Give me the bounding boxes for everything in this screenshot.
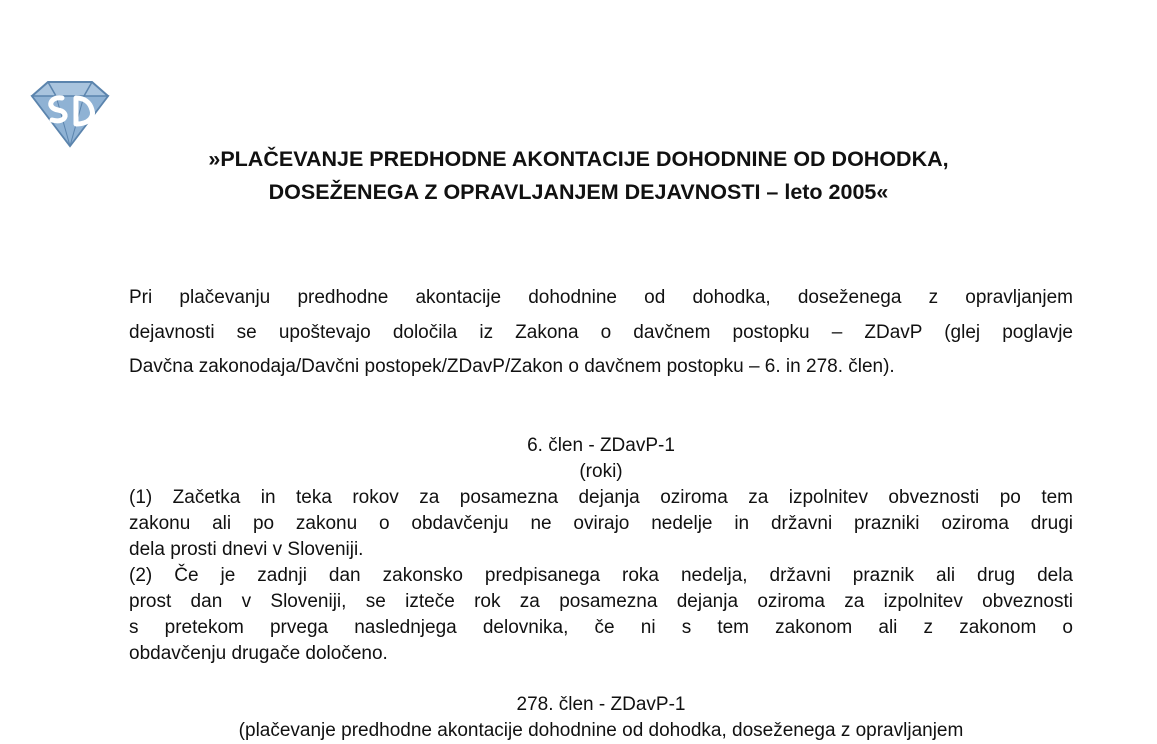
- diamond-logo-icon: [28, 78, 112, 150]
- sd-logo: [28, 78, 112, 150]
- intro-line: Pri plačevanju predhodne akontacije dohodnine od dohodka, doseženega z opravljanjem: [129, 287, 1073, 308]
- paragraph-line: dela prosti dnevi v Sloveniji.: [129, 539, 364, 560]
- article-6-paragraph-1: [129, 485, 1073, 563]
- title-line-2: DOSEŽENEGA Z OPRAVLJANJEM DEJAVNOSTI – leto 2005«: [268, 180, 889, 204]
- article-6-subheading: (roki): [579, 461, 623, 482]
- paragraph-line: s pretekom prvega naslednjega delovnika, če ni s tem zakonom ali z zakonom o: [129, 617, 1073, 638]
- article-6-paragraph-2: [129, 563, 1073, 667]
- article-278: [129, 692, 1073, 744]
- paragraph-line: prost dan v Sloveniji, se izteče rok za posamezna dejanja oziroma za izpolnitev obveznosti: [129, 591, 1073, 612]
- paragraph-line: obdavčenju drugače določeno.: [129, 643, 388, 664]
- article-278-subheading: (plačevanje predhodne akontacije dohodnine od dohodka, doseženega z opravljanjem: [238, 720, 964, 741]
- article-6-heading: 6. člen - ZDavP-1: [527, 435, 675, 456]
- paragraph-line: (2) Če je zadnji dan zakonsko predpisanega roka nedelja, državni praznik ali drug dela: [129, 565, 1073, 586]
- paragraph-line: zakonu ali po zakonu o obdavčenju ne ovirajo nedelje in državni prazniki oziroma drugi: [129, 513, 1073, 534]
- article-6: [129, 433, 1073, 667]
- intro-line: Davčna zakonodaja/Davčni postopek/ZDavP/Zakon o davčnem postopku – 6. in 278. člen).: [129, 356, 895, 377]
- article-278-heading: 278. člen - ZDavP-1: [516, 694, 686, 715]
- intro-paragraph: [129, 281, 1073, 385]
- document-title: [0, 143, 1157, 209]
- intro-line: dejavnosti se upoštevajo določila iz Zakona o davčnem postopku – ZDavP (glej poglavje: [129, 321, 1073, 343]
- title-line-1: »PLAČEVANJE PREDHODNE AKONTACIJE DOHODNINE OD DOHODKA,: [208, 147, 949, 171]
- paragraph-line: (1) Začetka in teka rokov za posamezna dejanja oziroma za izpolnitev obveznosti po tem: [129, 487, 1073, 508]
